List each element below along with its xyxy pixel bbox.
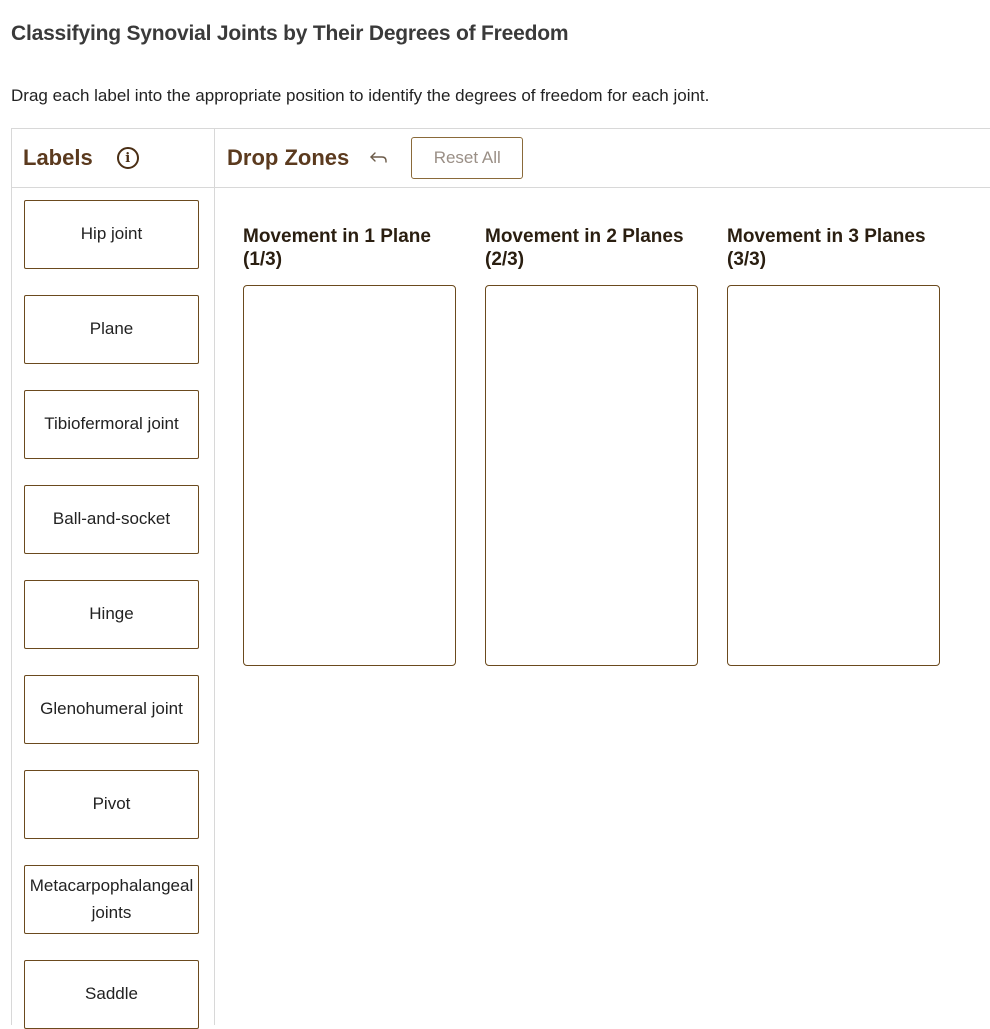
zone-heading-line: Movement in 2 Planes (485, 226, 684, 247)
labels-title: Labels (23, 145, 93, 170)
zone-heading-line: Movement in 3 Planes (727, 226, 926, 247)
label-card-hip-joint[interactable]: Hip joint (24, 200, 199, 269)
drop-zone-3-planes[interactable] (727, 285, 940, 666)
label-card-pivot[interactable]: Pivot (24, 770, 199, 839)
label-card-plane[interactable]: Plane (24, 295, 199, 364)
drop-zones-title: Drop Zones (227, 145, 350, 170)
label-card-tibiofermoral-joint[interactable]: Tibiofermoral joint (24, 390, 199, 459)
zone-heading-count: (2/3) (485, 249, 525, 270)
zone-heading-3-planes (727, 225, 947, 271)
zone-heading-count: (3/3) (727, 249, 767, 270)
zone-heading-1-plane (243, 225, 463, 271)
page-title: Classifying Synovial Joints by Their Degrees of Freedom (11, 22, 569, 45)
instructions-text: Drag each label into the appropriate position to identify the degrees of freedom for each joint. (11, 86, 710, 105)
reset-all-button[interactable]: Reset All (411, 137, 523, 179)
drop-zone-1-plane[interactable] (243, 285, 456, 666)
info-icon[interactable]: i (117, 147, 139, 169)
label-card-glenohumeral-joint[interactable]: Glenohumeral joint (24, 675, 199, 744)
labels-column (12, 129, 215, 1025)
zone-heading-2-planes (485, 225, 705, 271)
label-card-saddle[interactable]: Saddle (24, 960, 199, 1029)
labels-header (12, 129, 214, 187)
zone-heading-count: (1/3) (243, 249, 283, 270)
drag-drop-panel (11, 128, 990, 1025)
undo-arrow-icon[interactable] (369, 151, 389, 165)
label-card-ball-and-socket[interactable]: Ball-and-socket (24, 485, 199, 554)
zone-heading-line: Movement in 1 Plane (243, 226, 431, 247)
drop-zones-header (215, 129, 523, 187)
drop-zone-2-planes[interactable] (485, 285, 698, 666)
label-card-hinge[interactable]: Hinge (24, 580, 199, 649)
header-divider (12, 187, 990, 188)
label-card-metacarpophalangeal-joints[interactable]: Metacarpophalangeal joints (24, 865, 199, 934)
